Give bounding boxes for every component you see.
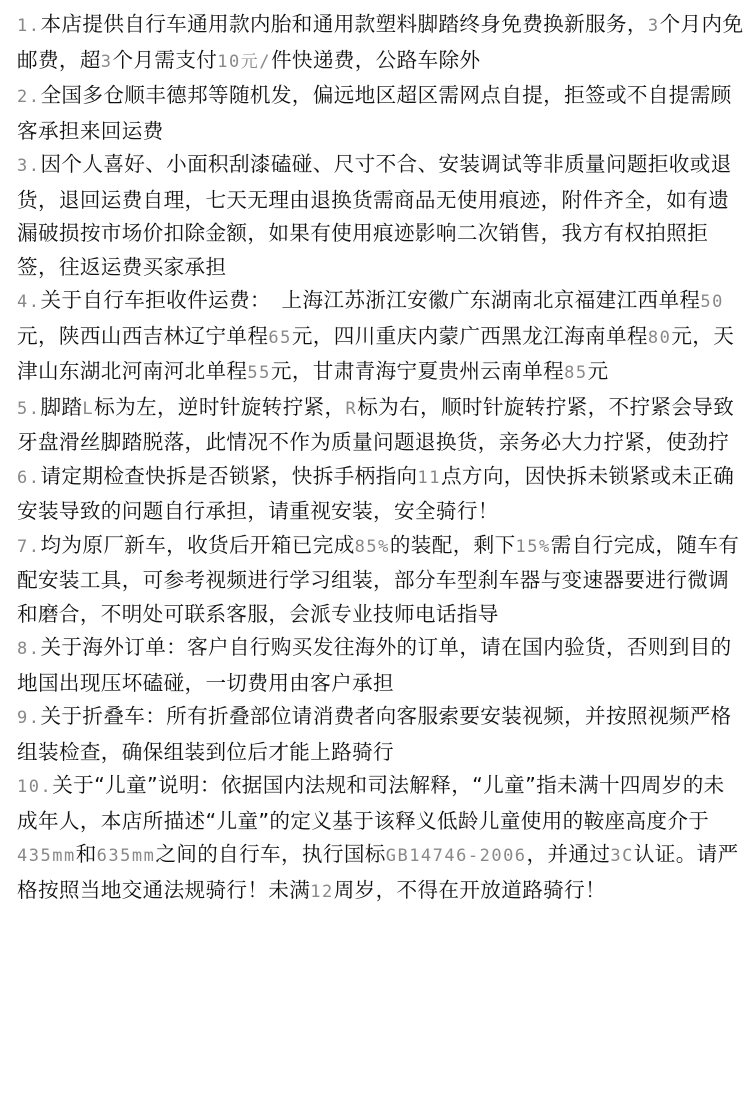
notice-text: 的装配，剩下 [389,532,516,557]
notice-text: 之间的自行车，执行国标 [155,842,386,866]
notice-number: 1. [17,16,41,36]
notice-number: 85% [354,536,390,557]
notice-item [17,529,745,632]
notice-text: 标为左，逆时针旋转拧紧， [94,394,346,419]
notice-number: 3 [647,16,660,36]
notice-number: 65 [268,327,292,348]
notice-item [17,391,745,460]
notice-number: 10. [17,777,53,797]
notice-text: 标为右，顺时针旋转拧紧，不拧紧会导致牙盘滑丝脚踏脱落，此情况不作为质量问题退换货，亲务必大力拧紧，使劲拧 [17,394,735,454]
notice-text: 全国多仓顺丰德邦等随机发，偏远地区超区需网点自提，拒签或不自提需顾客承担来回运费 [17,83,732,143]
notice-number: R [345,398,358,419]
notice-text: 元，四川重庆内蒙广西黑龙江海南单程 [291,323,648,348]
notice-number: 11 [417,467,441,488]
notice-number: 85 [564,363,588,383]
notice-item [17,700,745,769]
notice-number: 12 [310,881,334,902]
notice-number: L [82,398,95,419]
notice-text: 件快递费，公路车除外 [270,47,481,72]
notice-number: 10元/ [217,51,271,72]
notice-number: 9. [17,708,41,728]
notice-item [17,79,745,148]
notice-number: 50 [700,292,724,312]
notice-item [17,631,745,700]
notice-text: 周岁，不得在开放道路骑行！ [333,877,606,902]
notice-item [17,8,745,79]
notice-number: 5. [17,398,41,419]
notice-text: 本店提供自行车通用款内胎和通用款塑料脚踏终身免费换新服务， [40,12,648,36]
notice-number: 3. [17,156,41,176]
notice-text: 关于折叠车：所有折叠部位请消费者向客服索要安装视频，并按照视频严格组装检查，确保组装到位后才能上路骑行 [17,704,732,764]
notice-number: 435mm [17,846,76,866]
notice-number: 55 [247,363,271,383]
notice-item [17,769,745,909]
notice-text: 个月需支付 [112,47,218,72]
notice-number: 3 [100,51,113,72]
notice-number: 3C [610,846,634,866]
notice-number: 80 [647,327,672,348]
notice-text: ，并通过 [526,842,611,866]
notice-text: 元，陕西山西吉林辽宁单程 [17,323,269,348]
notice-number: 6. [17,467,41,488]
notice-list [17,8,745,909]
notice-number: 15% [515,536,551,557]
notice-text: 脚踏 [40,394,83,419]
notice-text: 元 [587,359,609,383]
notice-text: 关于“儿童”说明：依据国内法规和司法解释，“儿童”指未满十四周岁的未成年人，本店所描述“儿童”的定义基于该释义低龄儿童使用的鞍座高度介于 [17,773,725,833]
notice-text: 因个人喜好、小面积刮漆磕碰、尺寸不合、安装调试等非质量问题拒收或退货，退回运费自理，七天无理由退换货需商品无使用痕迹，附件齐全，如有遗漏破损按市场价扣除金额，如果有使用痕迹影响二次销售，我方有权拍照拒签，往返运费买家承担 [17,152,732,279]
notice-number: 2. [17,87,41,107]
notice-text: 请定期检查快拆是否锁紧，快拆手柄指向 [40,463,418,488]
notice-item [17,284,745,391]
notice-text: 关于海外订单：客户自行购买发往海外的订单，请在国内验货，否则到目的地国出现压坏磕碰，一切费用由客户承担 [17,635,732,695]
notice-number: 7. [17,536,41,557]
notice-text: 均为原厂新车，收货后开箱已完成 [40,532,355,557]
notice-number: 4. [17,292,41,312]
notice-number: 8. [17,639,41,659]
notice-number: 635mm [96,846,156,866]
notice-text: 需自行完成，随车有配安装工具，可参考视频进行学习组装，部分车型刹车器与变速器要进行微调和磨合，不明处可联系客服，会派专业技师电话指导 [17,532,740,626]
notice-item [17,148,745,284]
notice-item [17,460,745,529]
notice-number: GB14746-2006 [385,846,527,866]
notice-text: 个月内免邮费，超 [17,12,744,72]
notice-text: 元，甘肃青海宁夏贵州云南单程 [270,359,565,383]
notice-text: 和 [75,842,97,866]
notice-text: 元，天津山东湖北河南河北单程 [17,323,735,383]
notice-text: 点方向，因快拆未锁紧或未正确安装导致的问题自行承担，请重视安装，安全骑行！ [17,463,735,523]
notice-text: 关于自行车拒收件运费： 上海江苏浙江安徽广东湖南北京福建江西单程 [40,288,701,312]
notice-text: 认证。请严格按照当地交通法规骑行！未满 [17,842,739,902]
